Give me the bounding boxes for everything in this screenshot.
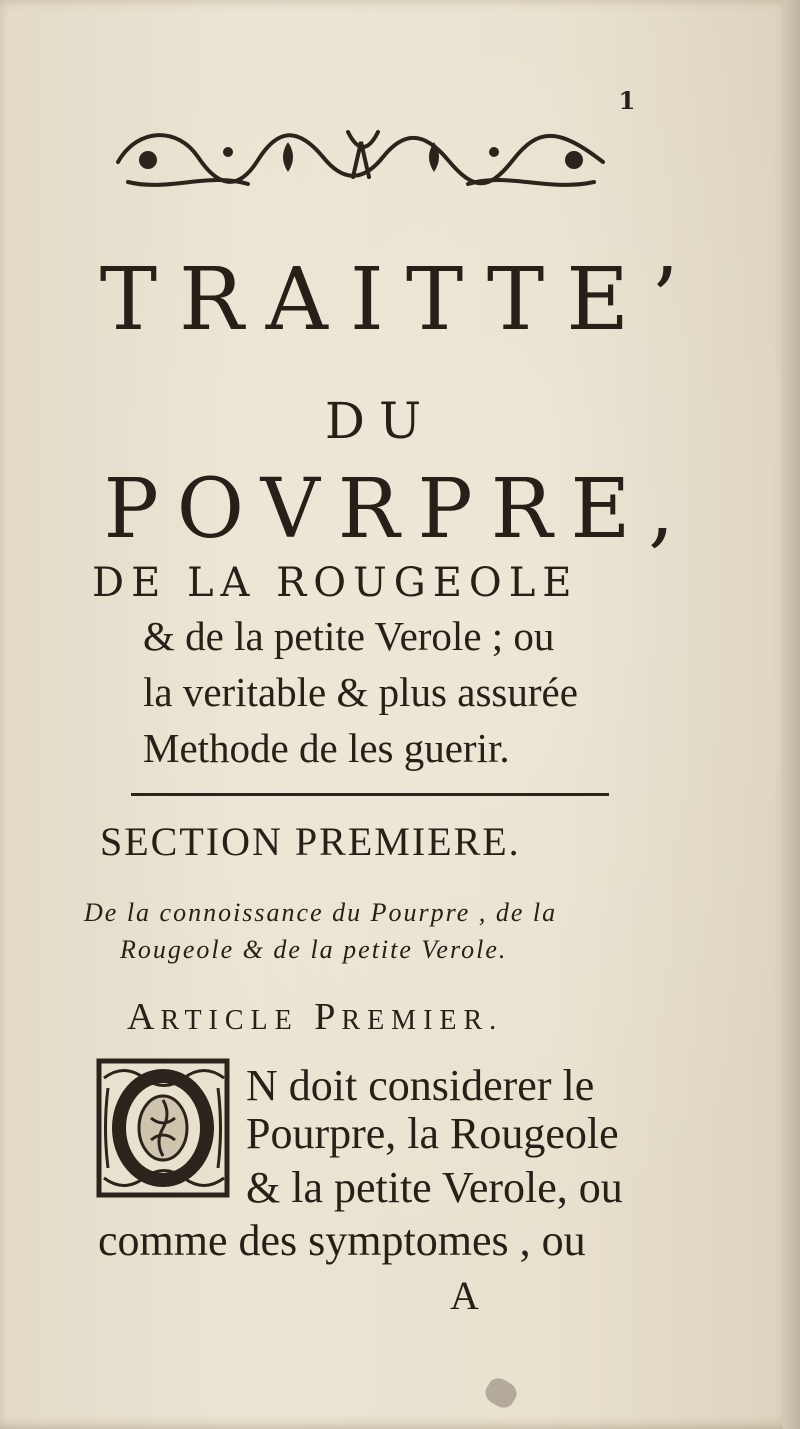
body-line-4: comme des symptomes , ou bbox=[98, 1216, 586, 1265]
section-subtitle-1: De la connoissance du Pourpre , de la bbox=[84, 898, 558, 927]
title-line-3: POVRPRE, bbox=[103, 462, 693, 557]
title-line-1: TRAITTE’ bbox=[99, 250, 701, 350]
catchword: A bbox=[450, 1273, 479, 1318]
headpiece-ornament bbox=[108, 122, 614, 198]
decorated-initial bbox=[96, 1058, 230, 1198]
title-subline-1: & de la petite Verole ; ou bbox=[143, 613, 555, 659]
body-line-1: N doit considerer le bbox=[246, 1061, 595, 1110]
ink-stain bbox=[482, 1374, 521, 1412]
section-subtitle-2: Rougeole & de la petite Verole. bbox=[120, 935, 508, 964]
body-line-2: Pourpre, la Rougeole bbox=[246, 1109, 619, 1158]
page-edge bbox=[782, 0, 800, 1429]
section-heading: SECTION PREMIERE. bbox=[100, 819, 521, 864]
article-heading-a: A bbox=[127, 996, 161, 1038]
divider-rule bbox=[131, 793, 609, 796]
article-heading-p: P bbox=[314, 996, 342, 1038]
article-heading-rticle: RTICLE bbox=[160, 1005, 299, 1036]
title-subline-2: la veritable & plus assurée bbox=[143, 669, 578, 715]
title-subline-3: Methode de les guerir. bbox=[143, 725, 510, 771]
article-heading bbox=[127, 995, 647, 1039]
body-line-3: & la petite Verole, ou bbox=[246, 1163, 623, 1212]
title-line-4: DE LA ROUGEOLE bbox=[92, 560, 579, 606]
article-heading-remier: REMIER. bbox=[341, 1005, 504, 1036]
title-line-2: DU bbox=[324, 392, 436, 450]
signature-mark: 1 bbox=[618, 86, 636, 115]
